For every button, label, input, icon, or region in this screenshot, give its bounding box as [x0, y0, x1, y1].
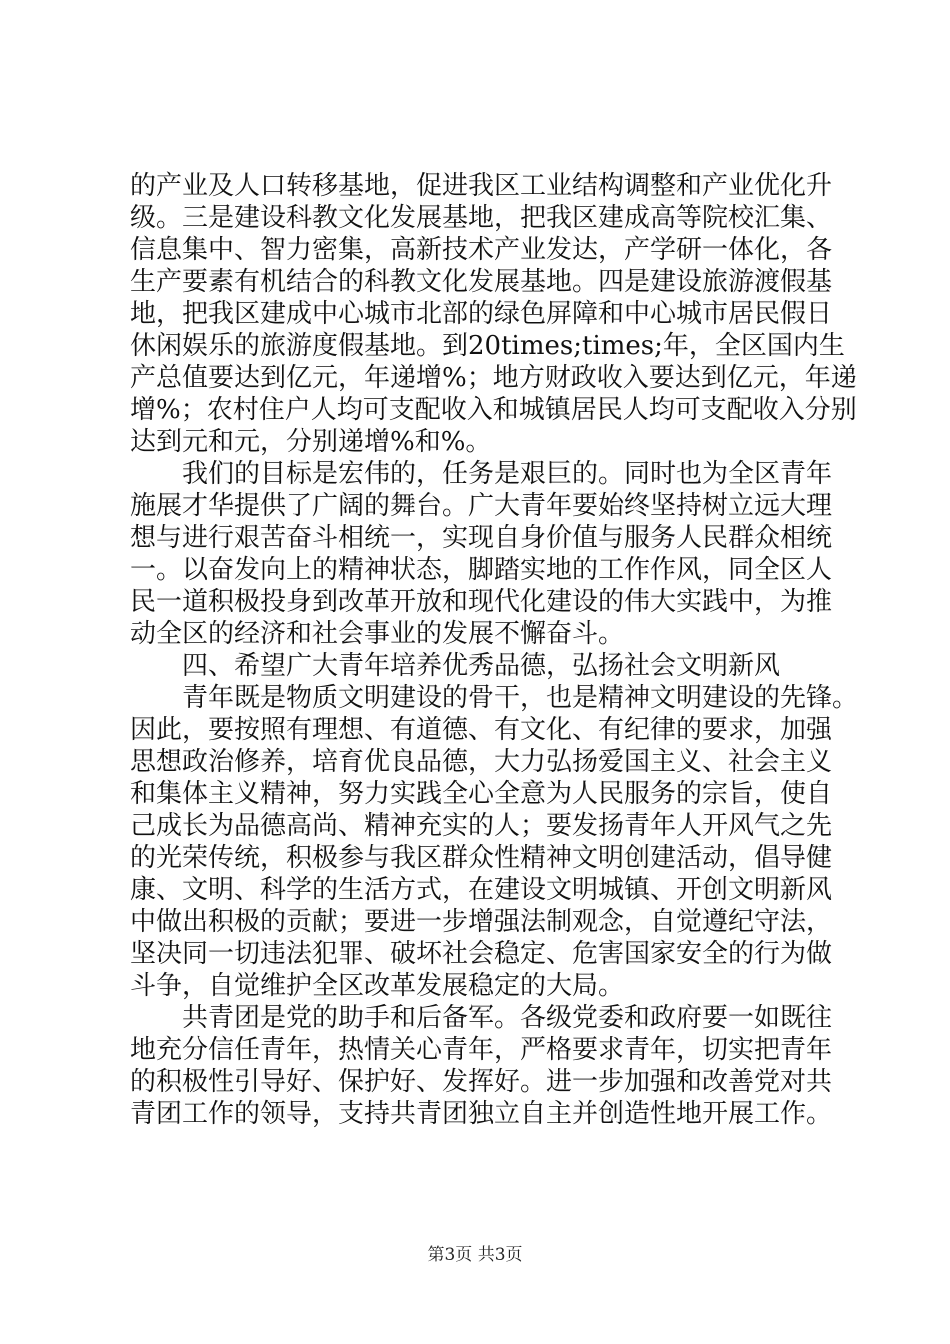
- text-line: 的产业及人口转移基地，促进我区工业结构调整和产业优化升: [130, 171, 833, 201]
- body-text: [130, 170, 870, 1130]
- text-line: 思想政治修养，培育优良品德，大力弘扬爱国主义、社会主义: [130, 747, 833, 777]
- text-line: 和集体主义精神，努力实践全心全意为人民服务的宗旨，使自: [130, 779, 833, 809]
- text-line: 生产要素有机结合的科教文化发展基地。四是建设旅游渡假基: [130, 267, 833, 297]
- page-number-footer: 第3页 共3页: [427, 1245, 523, 1265]
- text-line: 级。三是建设科教文化发展基地，把我区建成高等院校汇集、: [130, 203, 833, 233]
- text-line: 因此，要按照有理想、有道德、有文化、有纪律的要求，加强: [130, 715, 833, 745]
- text-line: 动全区的经济和社会事业的发展不懈奋斗。: [130, 619, 625, 649]
- text-line: 施展才华提供了广阔的舞台。广大青年要始终坚持树立远大理: [130, 491, 833, 521]
- text-line: 一。以奋发向上的精神状态，脚踏实地的工作作风，同全区人: [130, 555, 833, 585]
- text-line: 青年既是物质文明建设的骨干，也是精神文明建设的先锋。: [130, 683, 859, 713]
- text-line: 信息集中、智力密集，高新技术产业发达，产学研一体化，各: [130, 235, 833, 265]
- text-line: 休闲娱乐的旅游度假基地。到20times;times;年，全区国内生: [130, 331, 845, 361]
- text-line: 达到元和元，分别递增%和%。: [130, 427, 492, 457]
- text-line: 的积极性引导好、保护好、发挥好。进一步加强和改善党对共: [130, 1067, 833, 1097]
- text-line: 增%；农村住户人均可支配收入和城镇居民人均可支配收入分别: [130, 395, 857, 425]
- text-line: 斗争，自觉维护全区改革发展稳定的大局。: [130, 971, 625, 1001]
- text-line: 康、文明、科学的生活方式，在建设文明城镇、开创文明新风: [130, 875, 833, 905]
- text-line: 地，把我区建成中心城市北部的绿色屏障和中心城市居民假日: [130, 299, 833, 329]
- section-heading: 四、希望广大青年培养优秀品德，弘扬社会文明新风: [130, 651, 781, 681]
- text-line: 我们的目标是宏伟的，任务是艰巨的。同时也为全区青年: [130, 459, 833, 489]
- text-line: 想与进行艰苦奋斗相统一，实现自身价值与服务人民群众相统: [130, 523, 833, 553]
- text-line: 民一道积极投身到改革开放和现代化建设的伟大实践中，为推: [130, 587, 833, 617]
- text-line: 地充分信任青年，热情关心青年，严格要求青年，切实把青年: [130, 1035, 833, 1065]
- text-line: 坚决同一切违法犯罪、破坏社会稳定、危害国家安全的行为做: [130, 939, 833, 969]
- text-line: 己成长为品德高尚、精神充实的人；要发扬青年人开风气之先: [130, 811, 833, 841]
- text-line: 的光荣传统，积极参与我区群众性精神文明创建活动，倡导健: [130, 843, 833, 873]
- text-line: 青团工作的领导，支持共青团独立自主并创造性地开展工作。: [130, 1099, 833, 1129]
- text-line: 共青团是党的助手和后备军。各级党委和政府要一如既往: [130, 1003, 833, 1033]
- text-line: 产总值要达到亿元，年递增%；地方财政收入要达到亿元，年递: [130, 363, 857, 393]
- text-line: 中做出积极的贡献；要进一步增强法制观念，自觉遵纪守法，: [130, 907, 833, 937]
